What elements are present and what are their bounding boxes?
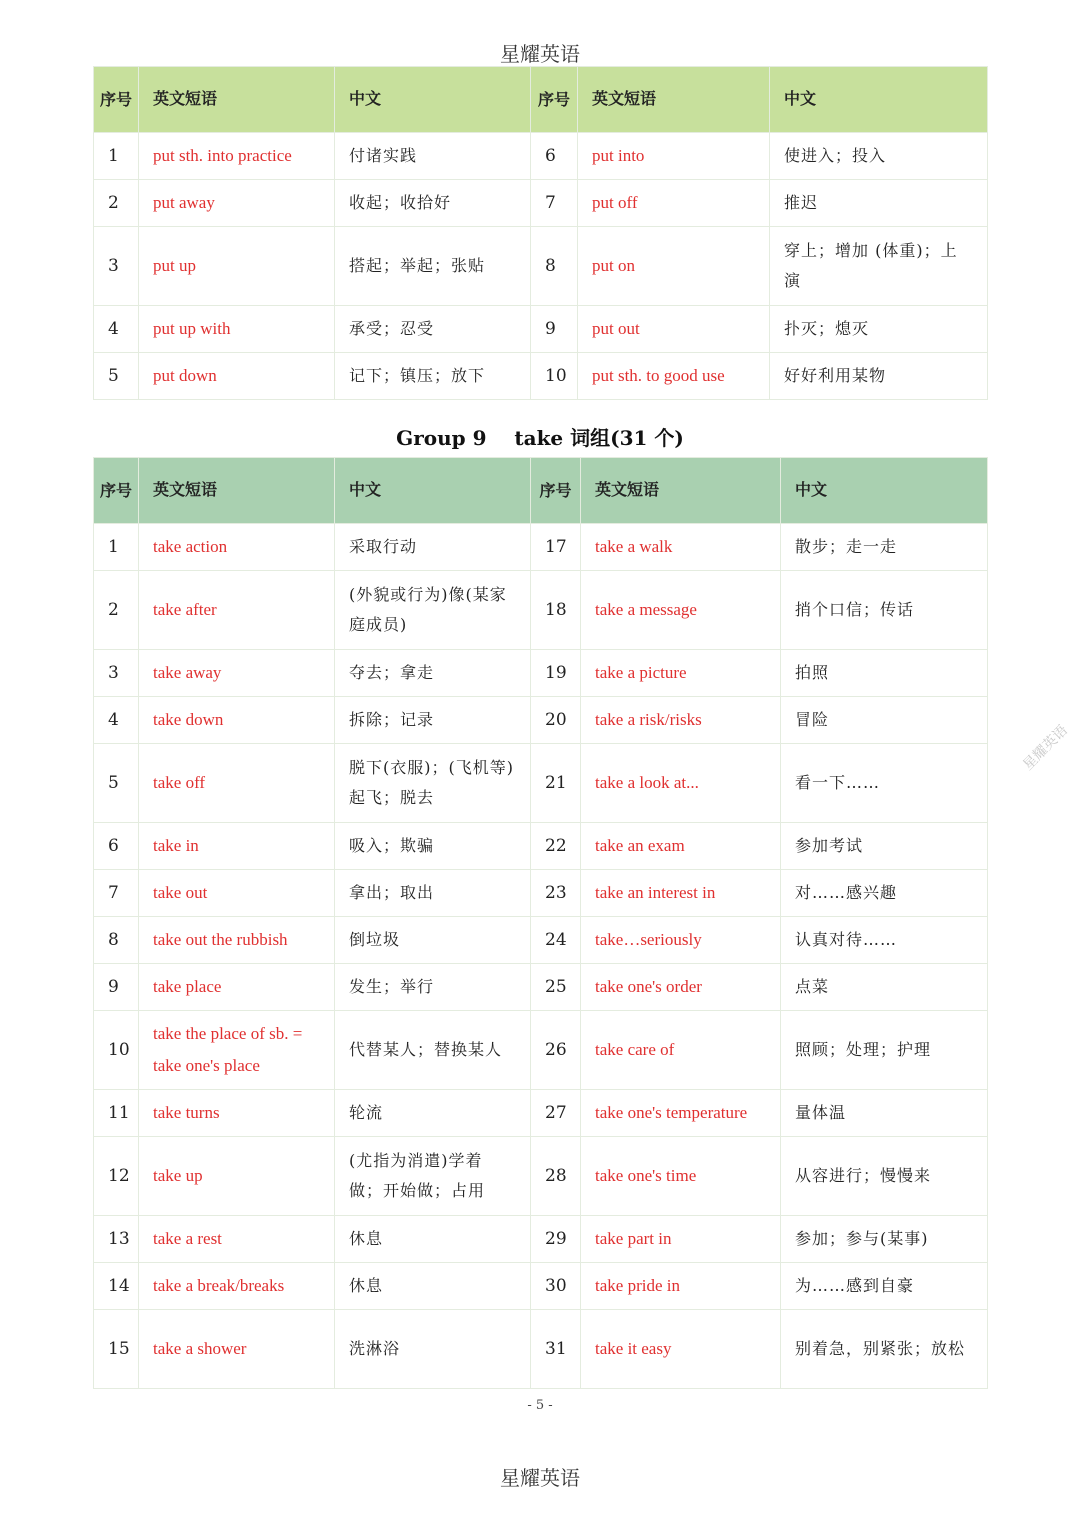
row-number: 23 (531, 870, 581, 917)
phrase-english: take a picture (581, 650, 781, 697)
phrase-english: take up (139, 1137, 335, 1216)
phrase-english: take pride in (581, 1263, 781, 1310)
phrase-chinese: 吸入；欺骗 (335, 823, 531, 870)
phrase-chinese: 采取行动 (335, 524, 531, 571)
table-row (94, 823, 988, 870)
phrase-english: take a message (581, 571, 781, 650)
header-zh: 中文 (770, 67, 988, 133)
phrase-chinese: 参加；参与(某事) (781, 1216, 988, 1263)
phrase-english: take the place of sb. = take one's place (139, 1011, 335, 1090)
phrase-chinese: 洗淋浴 (335, 1310, 531, 1389)
table-row (94, 180, 988, 227)
table-row (94, 306, 988, 353)
phrase-english: take away (139, 650, 335, 697)
phrase-chinese: 捎个口信；传话 (781, 571, 988, 650)
phrase-chinese: (外貌或行为)像(某家庭成员) (335, 571, 531, 650)
phrase-chinese: 休息 (335, 1216, 531, 1263)
phrase-chinese: 使进入；投入 (770, 133, 988, 180)
phrase-english: take a look at... (581, 744, 781, 823)
header-en: 英文短语 (139, 458, 335, 524)
phrase-english: take out (139, 870, 335, 917)
phrase-english: take in (139, 823, 335, 870)
phrase-chinese: 搭起；举起；张贴 (335, 227, 531, 306)
phrase-chinese: 付诸实践 (335, 133, 531, 180)
row-number: 11 (94, 1090, 139, 1137)
table-row (94, 133, 988, 180)
phrase-english: take place (139, 964, 335, 1011)
row-number: 1 (94, 133, 139, 180)
phrase-english: take…seriously (581, 917, 781, 964)
phrase-english: take a risk/risks (581, 697, 781, 744)
phrase-english: take a break/breaks (139, 1263, 335, 1310)
row-number: 31 (531, 1310, 581, 1389)
phrase-chinese: 认真对待…… (781, 917, 988, 964)
row-number: 12 (94, 1137, 139, 1216)
phrase-english: put sth. into practice (139, 133, 335, 180)
take-phrases-table (93, 457, 988, 1389)
table-row (94, 1216, 988, 1263)
phrase-english: take an interest in (581, 870, 781, 917)
row-number: 25 (531, 964, 581, 1011)
phrase-chinese: 冒险 (781, 697, 988, 744)
header-en: 英文短语 (581, 458, 781, 524)
row-number: 3 (94, 650, 139, 697)
row-number: 8 (94, 917, 139, 964)
header-en: 英文短语 (139, 67, 335, 133)
header-num: 序号 (531, 458, 581, 524)
table-row (94, 1310, 988, 1389)
table-row (94, 1263, 988, 1310)
table-row (94, 524, 988, 571)
phrase-chinese: 扑灭；熄灭 (770, 306, 988, 353)
phrase-chinese: 倒垃圾 (335, 917, 531, 964)
table-header-row (94, 458, 988, 524)
phrase-english: take action (139, 524, 335, 571)
put-phrases-table (93, 66, 988, 400)
phrase-english: take one's temperature (581, 1090, 781, 1137)
row-number: 20 (531, 697, 581, 744)
phrase-chinese: 轮流 (335, 1090, 531, 1137)
table-row (94, 1011, 988, 1090)
phrase-chinese: 量体温 (781, 1090, 988, 1137)
phrase-chinese: 点菜 (781, 964, 988, 1011)
phrase-chinese: 照顾；处理；护理 (781, 1011, 988, 1090)
row-number: 13 (94, 1216, 139, 1263)
phrase-chinese: 看一下…… (781, 744, 988, 823)
row-number: 28 (531, 1137, 581, 1216)
watermark: 星耀英语 (1020, 722, 1072, 774)
table-row (94, 1137, 988, 1216)
phrase-english: take part in (581, 1216, 781, 1263)
row-number: 7 (531, 180, 578, 227)
row-number: 26 (531, 1011, 581, 1090)
table-header-row (94, 67, 988, 133)
row-number: 5 (94, 744, 139, 823)
phrase-english: take it easy (581, 1310, 781, 1389)
phrase-english: put on (578, 227, 770, 306)
table-row (94, 227, 988, 306)
row-number: 4 (94, 306, 139, 353)
phrase-chinese: 好好利用某物 (770, 353, 988, 400)
header-zh: 中文 (781, 458, 988, 524)
phrase-chinese: 从容进行；慢慢来 (781, 1137, 988, 1216)
group-title: Group 9 take 词组(31 个) (396, 426, 684, 450)
phrase-english: put up (139, 227, 335, 306)
phrase-english: take out the rubbish (139, 917, 335, 964)
phrase-chinese: 穿上；增加 (体重)；上演 (770, 227, 988, 306)
row-number: 30 (531, 1263, 581, 1310)
table-row (94, 964, 988, 1011)
phrase-chinese: 休息 (335, 1263, 531, 1310)
row-number: 6 (94, 823, 139, 870)
row-number: 9 (531, 306, 578, 353)
header-num: 序号 (94, 67, 139, 133)
phrase-english: take a shower (139, 1310, 335, 1389)
header-en: 英文短语 (578, 67, 770, 133)
row-number: 4 (94, 697, 139, 744)
phrase-english: take one's time (581, 1137, 781, 1216)
table-row (94, 1090, 988, 1137)
row-number: 5 (94, 353, 139, 400)
row-number: 2 (94, 571, 139, 650)
row-number: 29 (531, 1216, 581, 1263)
row-number: 9 (94, 964, 139, 1011)
phrase-english: take an exam (581, 823, 781, 870)
table-row (94, 697, 988, 744)
header-num: 序号 (94, 458, 139, 524)
table-row (94, 870, 988, 917)
phrase-chinese: 承受；忍受 (335, 306, 531, 353)
phrase-chinese: 散步；走一走 (781, 524, 988, 571)
row-number: 2 (94, 180, 139, 227)
row-number: 10 (94, 1011, 139, 1090)
footer-brand: 星耀英语 (500, 1466, 580, 1490)
row-number: 10 (531, 353, 578, 400)
row-number: 22 (531, 823, 581, 870)
row-number: 17 (531, 524, 581, 571)
row-number: 27 (531, 1090, 581, 1137)
phrase-english: put down (139, 353, 335, 400)
phrase-chinese: 收起；收拾好 (335, 180, 531, 227)
phrase-english: put up with (139, 306, 335, 353)
header-num: 序号 (531, 67, 578, 133)
row-number: 8 (531, 227, 578, 306)
phrase-chinese: 拍照 (781, 650, 988, 697)
table-row (94, 650, 988, 697)
phrase-chinese: 对……感兴趣 (781, 870, 988, 917)
phrase-chinese: 夺去；拿走 (335, 650, 531, 697)
phrase-english: put away (139, 180, 335, 227)
phrase-chinese: 拿出；取出 (335, 870, 531, 917)
phrase-english: take down (139, 697, 335, 744)
row-number: 21 (531, 744, 581, 823)
phrase-english: take care of (581, 1011, 781, 1090)
row-number: 15 (94, 1310, 139, 1389)
phrase-english: take one's order (581, 964, 781, 1011)
phrase-chinese: 记下；镇压；放下 (335, 353, 531, 400)
phrase-chinese: 为……感到自豪 (781, 1263, 988, 1310)
phrase-english: put off (578, 180, 770, 227)
phrase-english: put into (578, 133, 770, 180)
phrase-chinese: 参加考试 (781, 823, 988, 870)
phrase-english: take a rest (139, 1216, 335, 1263)
row-number: 1 (94, 524, 139, 571)
phrase-english: put sth. to good use (578, 353, 770, 400)
table-row (94, 917, 988, 964)
row-number: 18 (531, 571, 581, 650)
phrase-chinese: 推迟 (770, 180, 988, 227)
header-brand: 星耀英语 (500, 42, 580, 66)
row-number: 3 (94, 227, 139, 306)
phrase-chinese: 别着急，别紧张；放松 (781, 1310, 988, 1389)
header-zh: 中文 (335, 67, 531, 133)
page-number: - 5 - (527, 1398, 553, 1413)
phrase-chinese: 发生；举行 (335, 964, 531, 1011)
header-zh: 中文 (335, 458, 531, 524)
row-number: 7 (94, 870, 139, 917)
phrase-english: take off (139, 744, 335, 823)
row-number: 19 (531, 650, 581, 697)
phrase-chinese: 脱下(衣服)；(飞机等)起飞；脱去 (335, 744, 531, 823)
row-number: 6 (531, 133, 578, 180)
phrase-english: put out (578, 306, 770, 353)
phrase-chinese: (尤指为消遣)学着做；开始做；占用 (335, 1137, 531, 1216)
table-row (94, 571, 988, 650)
phrase-chinese: 拆除；记录 (335, 697, 531, 744)
phrase-english: take after (139, 571, 335, 650)
row-number: 24 (531, 917, 581, 964)
phrase-english: take turns (139, 1090, 335, 1137)
table-row (94, 353, 988, 400)
row-number: 14 (94, 1263, 139, 1310)
table-row (94, 744, 988, 823)
phrase-chinese: 代替某人；替换某人 (335, 1011, 531, 1090)
phrase-english: take a walk (581, 524, 781, 571)
